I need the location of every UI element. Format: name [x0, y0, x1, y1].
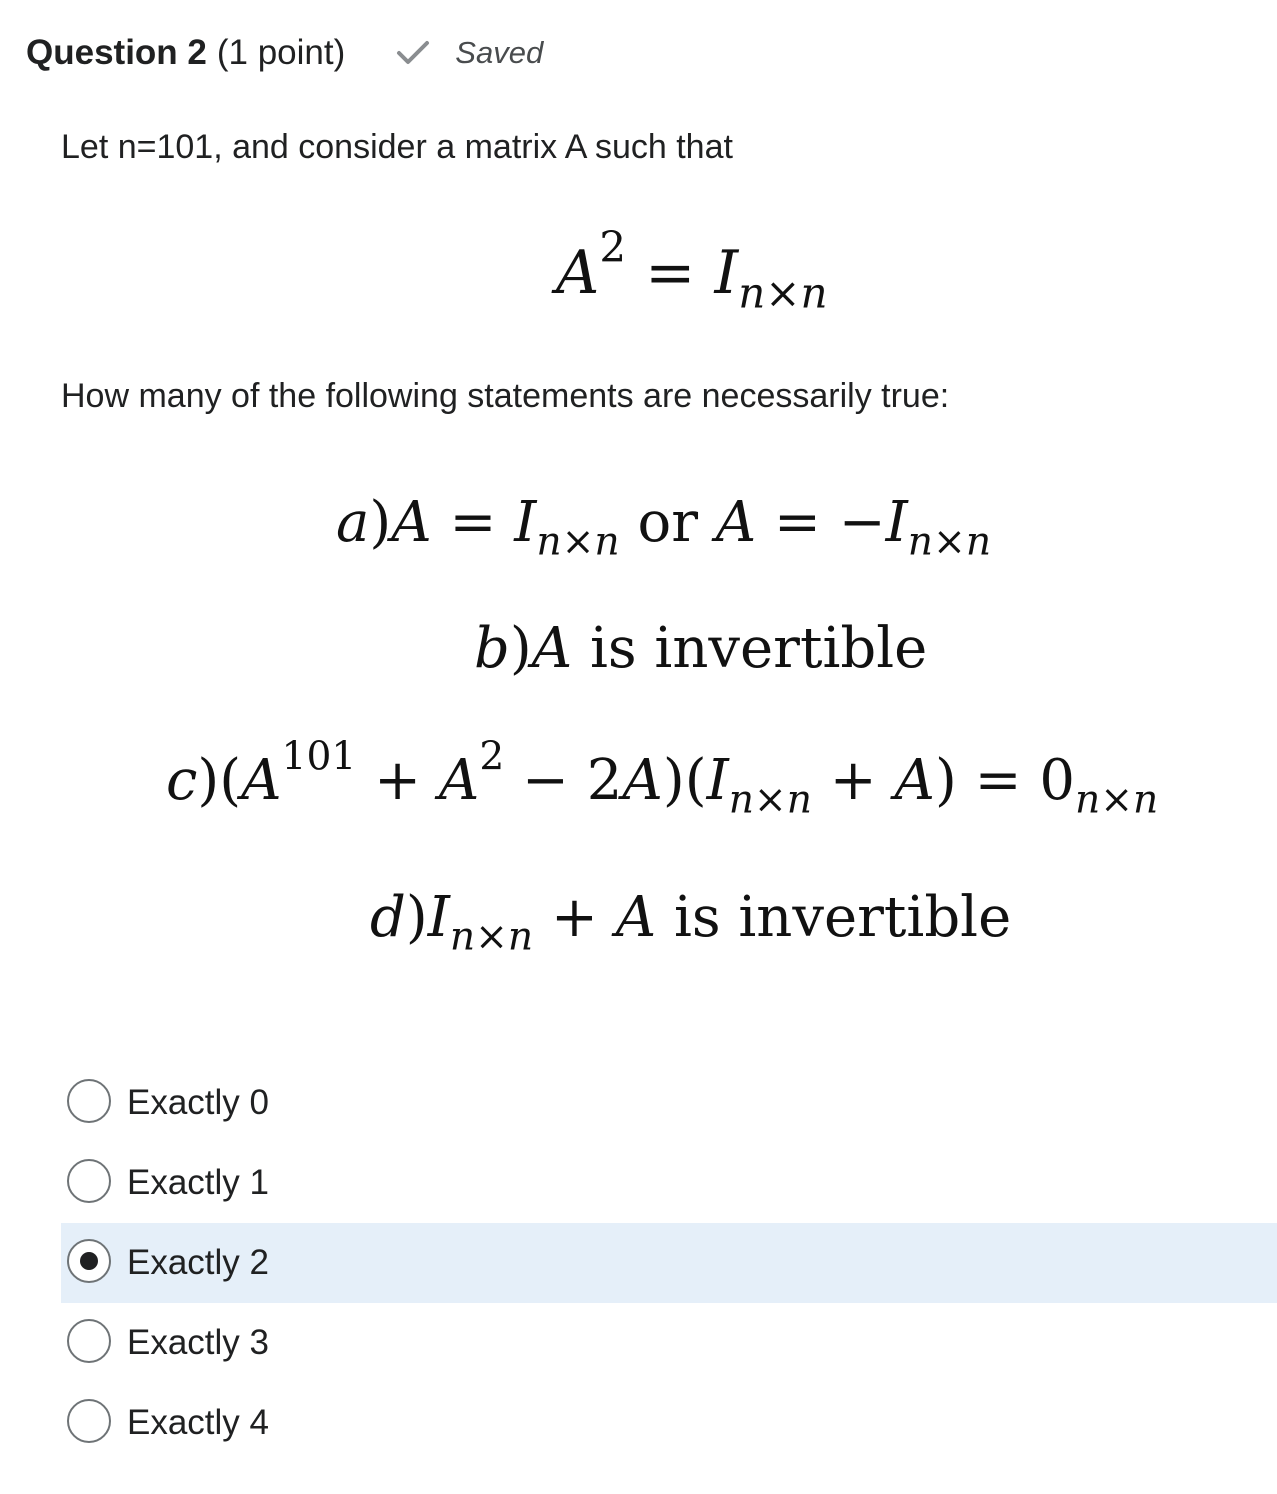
statement-c: $c)(A^{101} + A^2 - 2A)(I_{n\times n} + A) = 0_{n\times n}$: [166, 734, 1159, 823]
question-prompt: How many of the following statements are necessarily true:: [61, 377, 950, 415]
statement-a: $a)A = I_{n\times n}$ or $A = -I_{n\times n}$: [336, 490, 992, 565]
option-exactly-0[interactable]: [61, 1063, 1277, 1143]
question-title: Question 2: [26, 33, 207, 72]
option-label[interactable]: Exactly 2: [127, 1243, 269, 1282]
option-label[interactable]: Exactly 1: [127, 1163, 269, 1202]
checkmark-icon: [395, 38, 431, 68]
option-exactly-3[interactable]: [61, 1303, 1277, 1383]
radio-button[interactable]: [67, 1319, 111, 1363]
option-exactly-2[interactable]: [61, 1223, 1277, 1303]
radio-button[interactable]: [67, 1159, 111, 1203]
saved-status: Saved: [455, 35, 544, 70]
radio-button[interactable]: [67, 1239, 111, 1283]
radio-button[interactable]: [67, 1079, 111, 1123]
statement-b: b)A is invertible: [474, 616, 928, 681]
option-label[interactable]: Exactly 0: [127, 1083, 269, 1122]
given-equation: $A^2 = I_{n\times n}$: [556, 222, 828, 318]
answer-options: [61, 1063, 1277, 1463]
radio-button[interactable]: [67, 1399, 111, 1443]
option-label[interactable]: Exactly 4: [127, 1403, 269, 1442]
option-exactly-1[interactable]: [61, 1143, 1277, 1223]
option-label[interactable]: Exactly 3: [127, 1323, 269, 1362]
question-intro: Let n=101, and consider a matrix A such that: [61, 128, 733, 166]
statement-d: $d)I_{n\times n} + A$ is invertible: [370, 885, 1012, 960]
question-points: (1 point): [216, 33, 346, 72]
option-exactly-4[interactable]: [61, 1383, 1277, 1463]
question-header: [26, 28, 543, 78]
